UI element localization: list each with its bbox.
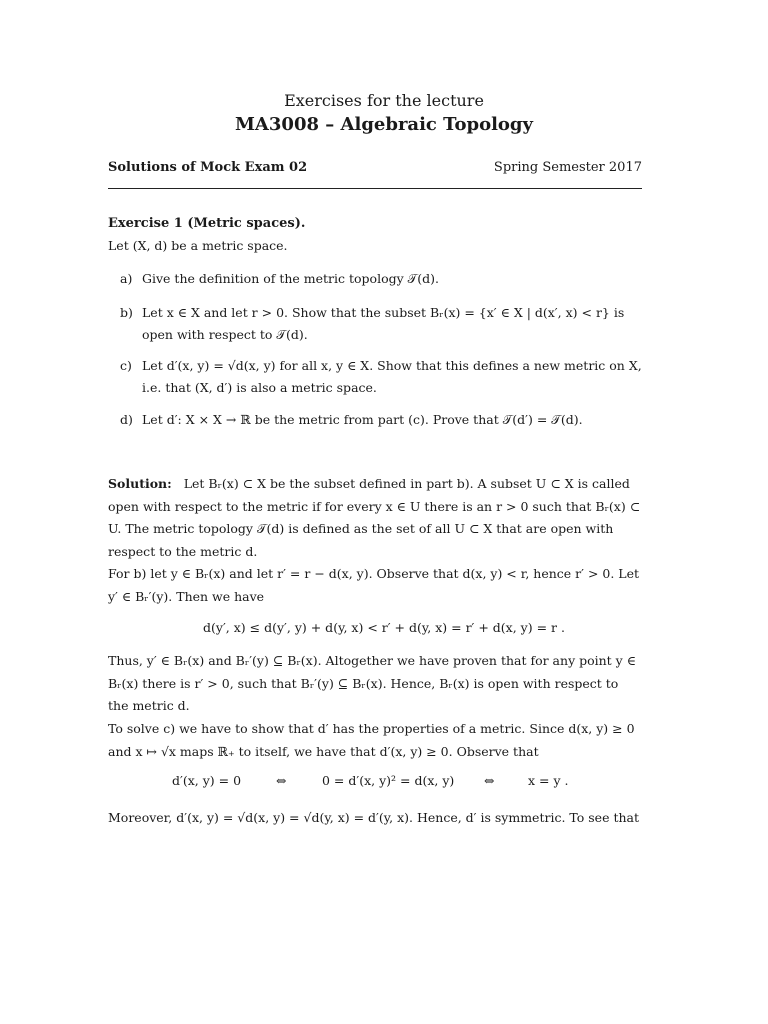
solution-para-3: Thus, y′ ∈ Bᵣ(x) and Bᵣ′(y) ⊆ Bᵣ(x). Altogether we have proven that for any point y ∈ Bᵣ(x) there is r′ > 0, such that Bᵣ′(y) ⊆ Bᵣ(x). Hence, Bᵣ(x) is open with respect to the metric d. — [108, 653, 636, 713]
exam-title: Solutions of Mock Exam 02 — [108, 160, 308, 175]
exercise-item-a — [120, 268, 439, 290]
item-label: d) — [120, 412, 133, 427]
document-heading: Exercises for the lecture — [284, 91, 484, 110]
item-text: Give the definition of the metric topology 𝒯(d). — [142, 271, 439, 286]
semester-label: Spring Semester 2017 — [493, 160, 642, 175]
solution-para-4: To solve c) we have to show that d′ has the properties of a metric. Since d(x, y) ≥ 0 and x ↦ √x maps ℝ₊ to itself, we have that d′(x, y) ≥ 0. Observe that — [108, 721, 635, 759]
solution-para-1 — [108, 473, 642, 563]
solution-para-5: Moreover, d′(x, y) = √d(x, y) = √d(y, x) = d′(y, x). Hence, d′ is symmetric. To see that — [108, 810, 639, 825]
item-label: c) — [120, 358, 132, 373]
item-label: b) — [120, 305, 133, 320]
exercise-intro: Let (X, d) be a metric space. — [108, 238, 288, 253]
solution-text: Let Bᵣ(x) ⊂ X be the subset defined in part b). A subset U ⊂ X is called open with respect to the metric if for every x ∈ U there is an r > 0 such that Bᵣ(x) ⊂ U. The metric topology 𝒯(d) is defined as the set of all U ⊂ X that are open with respect to the metric d. — [108, 476, 641, 559]
equation-iff-2: ⇔ — [484, 773, 495, 788]
item-text: Let d′: X × X → ℝ be the metric from part (c). Prove that 𝒯(d′) = 𝒯(d). — [142, 412, 583, 427]
equation-part-2: 0 = d′(x, y)² = d(x, y) — [322, 773, 455, 788]
equation-triangle-inequality: d(y′, x) ≤ d(y′, y) + d(y, x) < r′ + d(y, x) = r′ + d(x, y) = r . — [203, 620, 565, 635]
course-title: MA3008 – Algebraic Topology — [235, 114, 533, 135]
exercise-title: Exercise 1 (Metric spaces). — [108, 216, 306, 231]
item-text: Let x ∈ X and let r > 0. Show that the subset Bᵣ(x) = {x′ ∈ X | d(x′, x) < r} is — [142, 305, 625, 320]
item-text-cont: i.e. that (X, d′) is also a metric space. — [142, 380, 377, 395]
exercise-item-d — [120, 409, 583, 431]
equation-iff-1: ⇔ — [276, 773, 287, 788]
exercise-item-b — [120, 302, 624, 346]
header-rule — [108, 188, 642, 189]
equation-part-1: d′(x, y) = 0 — [172, 773, 242, 788]
exercise-item-c — [120, 355, 642, 399]
solution-label: Solution: — [108, 476, 172, 491]
item-text: Let d′(x, y) = √d(x, y) for all x, y ∈ X. Show that this defines a new metric on X, — [142, 358, 642, 373]
equation-part-3: x = y . — [528, 773, 569, 788]
item-text-cont: open with respect to 𝒯(d). — [142, 327, 308, 342]
item-label: a) — [120, 271, 133, 286]
solution-para-2: For b) let y ∈ Bᵣ(x) and let r′ = r − d(x, y). Observe that d(x, y) < r, hence r′ > 0. Let y′ ∈ Bᵣ′(y). Then we have — [108, 566, 640, 604]
